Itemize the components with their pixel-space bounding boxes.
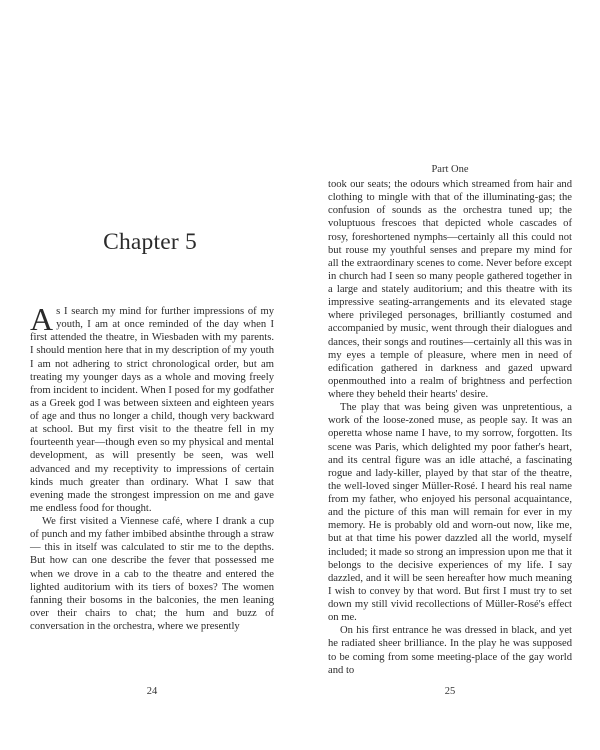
paragraph-2: We first visited a Viennese café, where I drank a cup of punch and my father imbibed absinthe through a straw— this in itself was calculated to stir me to the depths. But how can one describe the fever that possessed me when we drove in a cab to the theatre and entered the lighted auditorium with its tiers of boxes? The women fanning their bosoms in the balconies, the men leaning over their chairs to chat; the hum and buzz of conversation in the orchestra, where we presently [30, 516, 274, 632]
running-head: Part One [431, 164, 469, 175]
paragraph-continued: took our seats; the odours which streamed from hair and clothing to mingle with that of the illuminating-gas; the confusion of sounds as the orchestra tuned up; the voluptuous frescoes that depicted whole cascades of rosy, foreshortened nymphs—certainly all this could not but rouse my youthful senses and prepare my mind for all the extraordinary scenes to come. Never before except in church had I seen so many people gathered together in a large and stately auditorium; and this theatre with its impressive seating-arrangements and its elevated stage where privileged personages, brilliantly costumed and accompanied by music, went through their dialogues and dances, their songs and routines—certainly all this was in my eyes a temple of pleasure, where men in need of edification gathered in darkness and gazed upward openmouthed into a realm of brightness and perfection where they beheld their hearts' desire. [328, 179, 572, 400]
page-number-right: 25 [444, 686, 456, 697]
paragraph-1-text: s I search my mind for further impressions of my youth, I am at once reminded of the day when I first attended the theatre, in Wiesbaden with my parents. I should mention here that in my description of my youth I am not adhering to strict chronological order, but am treating my younger days as a whole and moving freely from incident to incident. When I posed for my godfather as a Greek god I was between sixteen and eighteen years of age and thus no longer a child, though very backward at school. But my first visit to the theatre fell in my fourteenth year—though even so my physical and mental development, as will presently be seen, was well advanced and my receptivity to impressions of certain kinds much greater than ordinary. What I saw that evening made the strongest impression on me and gave me endless food for thought. [30, 306, 274, 514]
left-page-text [30, 301, 274, 633]
paragraph-1 [30, 301, 274, 515]
drop-cap: A [30, 301, 54, 337]
paragraph-entrance: On his first entrance he was dressed in black, and yet he radiated sheer brilliance. In the play he was supposed to be coming from some meeting-place of the gay world and to [328, 625, 572, 676]
chapter-title: Chapter 5 [103, 229, 197, 255]
page-number-left: 24 [146, 686, 158, 697]
right-page [300, 0, 600, 750]
right-page-text [328, 178, 572, 677]
paragraph-play: The play that was being given was unpretentious, a work of the loose-zoned muse, as people say. It was an operetta whose name I have, to my sorrow, forgotten. Its scene was Paris, which delighted my poor father's heart, and its central figure was an idle attaché, a fascinating rogue and lady-killer, played by that star of the theatre, the well-loved singer Müller-Rosé. I heard his real name from my father, who enjoyed his personal acquaintance, and the picture of this man will remain for ever in my memory. He is probably old and worn-out now, like me, but at that time his power dazzled all the world, myself included; it made so strong an impression upon me that it belongs to the decisive experiences of my life. I say dazzled, and it will be seen hereafter how much meaning I wish to convey by that word. But first I must try to set down my still vivid recollections of Müller-Rosé's effect on me. [328, 402, 572, 624]
